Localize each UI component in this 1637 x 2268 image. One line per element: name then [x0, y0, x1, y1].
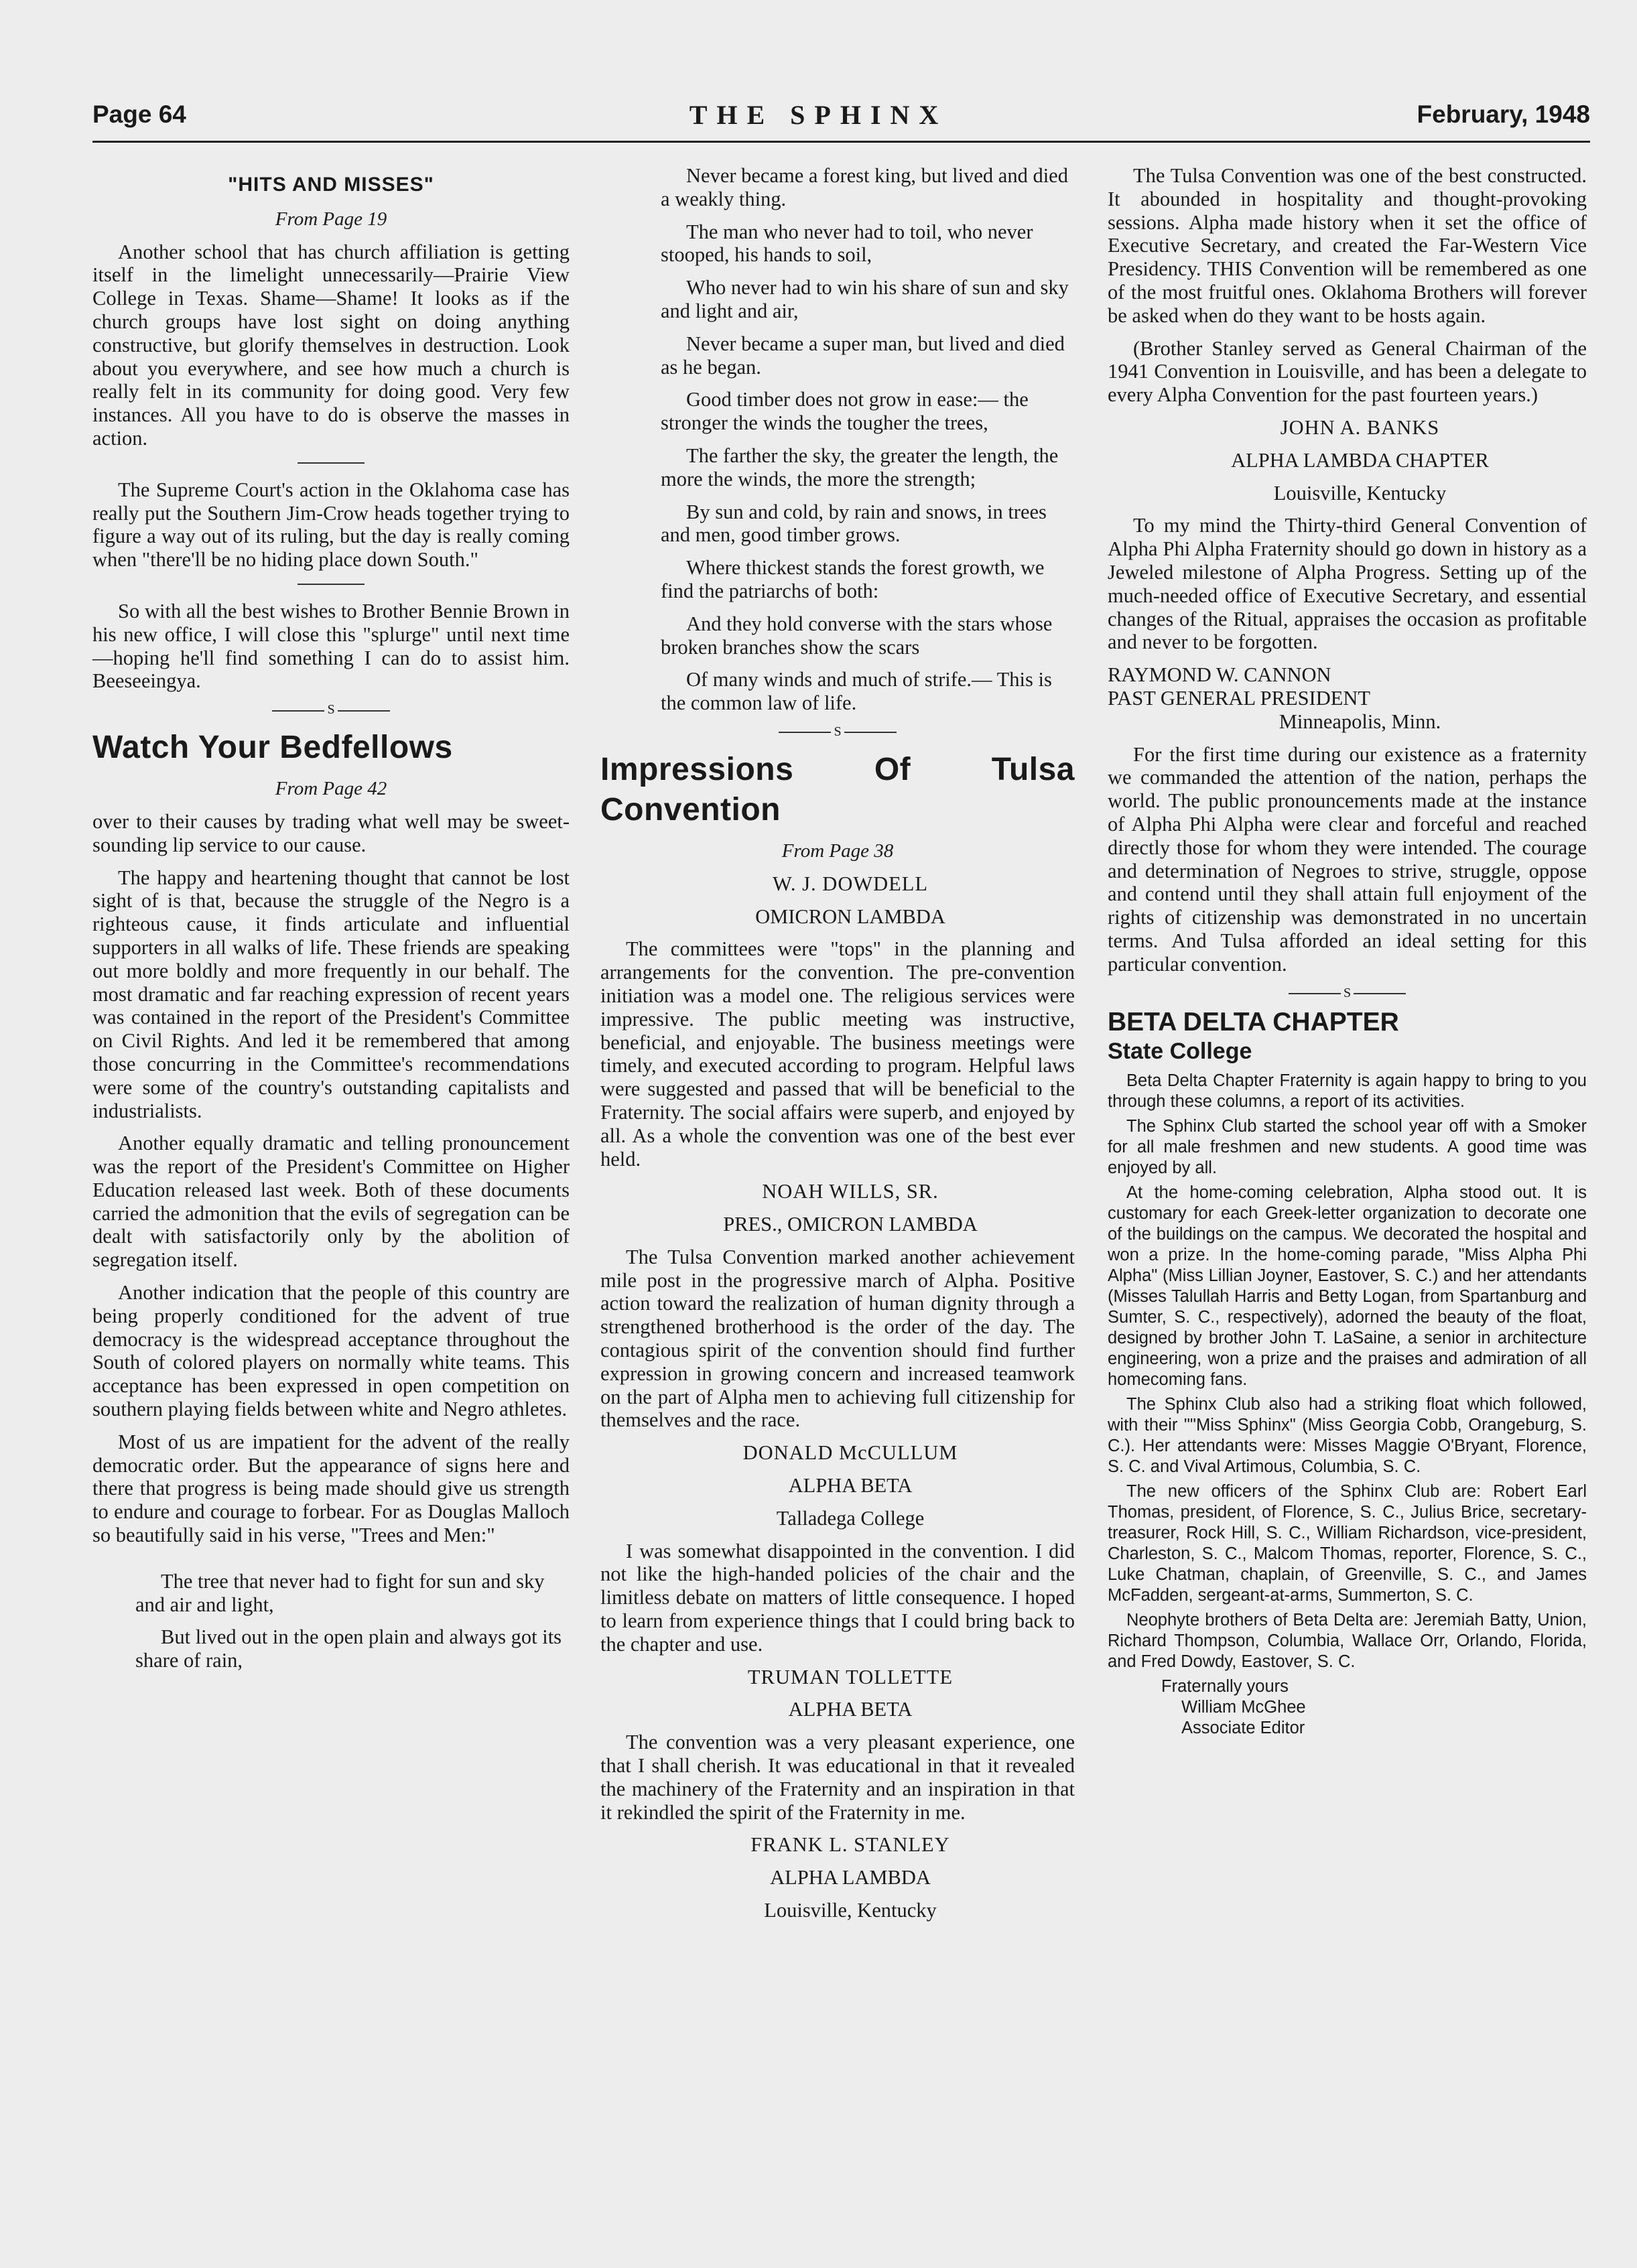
- hits-paragraph: So with all the best wishes to Brother Bennie Brown in his new office, I will close this "splurge" until next time—hoping he'll find something I can do to assist him. Beeseeingya.: [92, 599, 570, 693]
- poem-line: Never became a forest king, but lived and died a weakly thing.: [661, 164, 1068, 210]
- poem-line: And they hold converse with the stars whose broken branches show the scars: [661, 612, 1053, 659]
- contributor-chapter: PRES., OMICRON LAMBDA: [723, 1213, 978, 1236]
- section-divider: S: [92, 702, 570, 717]
- contributor-location: Louisville, Kentucky: [1273, 481, 1447, 505]
- header-rule: [92, 141, 1590, 143]
- tulsa-from: From Page 38: [781, 840, 894, 862]
- contributor-text: The Tulsa Convention marked another achievement mile post in the progressive march of Alpha. Positive action toward the realization of human dignity through a strengthened brotherhood is the order of the day. The contagious spirit of the convention should find further expression in growing concern and increased teamwork on the part of Alpha men to achieving full citizenship for themselves and the race.: [600, 1245, 1075, 1432]
- contributor-name: W. J. DOWDELL: [772, 872, 929, 895]
- beta-delta-title: BETA DELTA CHAPTER: [1108, 1007, 1399, 1037]
- contributor-name: JOHN A. BANKS: [1280, 415, 1440, 439]
- contributor-chapter: OMICRON LAMBDA: [755, 905, 945, 928]
- contributor-text: The Tulsa Convention was one of the best constructed. It abounded in hospitality and thought-provoking sessions. Alpha made history when it set the office of Executive Secretary, and created the Far-Western Vice Presidency. THIS Convention will be remembered as one of the most fruitful ones. Oklahoma Brothers will forever be asked when do they want to be hosts again.: [1108, 164, 1587, 327]
- poem-line: Never became a super man, but lived and died as he began.: [661, 332, 1065, 379]
- column-2: [600, 164, 1075, 1932]
- contributor-text: I was somewhat disappointed in the convention. I did not like the high-handed policies of the chair and the limitless debate on matters of little consequence. I hoped to learn from experience things that I could bring back to the chapter and use.: [600, 1539, 1075, 1656]
- contributor-text: To my mind the Thirty-third General Convention of Alpha Phi Alpha Fraternity should go down in history as a Jeweled milestone of Alpha Progress. Setting up of the much-needed office of Executive Secretary, and essential changes of the Ritual, appraises the occasion as profitable and never to be forgotten.: [1108, 514, 1587, 654]
- signature-name: William McGhee: [1181, 1697, 1306, 1717]
- contributor-chapter: ALPHA BETA: [788, 1474, 913, 1497]
- contributor-location: Talladega College: [776, 1506, 925, 1530]
- hits-from: From Page 19: [275, 208, 387, 230]
- bedfellows-paragraph: Most of us are impatient for the advent of the really democratic order. But the appearance of signs here and there that progress is being made should give us strength to endure and courage to forbear. For as Douglas Malloch so beautifully said in his verse, "Trees and Men:": [92, 1430, 570, 1547]
- report-paragraph: The Sphinx Club also had a striking float which followed, with their ""Miss Sphinx" (Miss Georgia Cobb, Orangeburg, S. C.). Her attendants were: Misses Maggie O'Bryant, Florence, S. C. and Vival Artimous, Columbia, S. C.: [1108, 1394, 1587, 1476]
- section-divider: S: [1108, 986, 1587, 1000]
- issue-date: February, 1948: [1417, 101, 1590, 128]
- contributor-text: The convention was a very pleasant experience, one that I shall cherish. It was educational in that it revealed the machinery of the Fraternity and an inspiration in that it rekindled the spirit of the Fraternity in me.: [600, 1731, 1075, 1824]
- bedfellows-paragraph: over to their causes by trading what well may be sweet-sounding lip service to our cause.: [92, 809, 570, 856]
- contributor-text: The committees were "tops" in the planning and arrangements for the convention. The pre-convention initiation was a model one. The religious services were impressive. The public meeting was instructive, beneficial, and enjoyable. The business meetings were timely, and executed according to program. Helpful laws were suggested and passed that will be beneficial to the Fraternity. The social affairs were superb, and enjoyed by all. As a whole the convention was one of the best ever held.: [600, 937, 1075, 1171]
- bedfellows-paragraph: Another indication that the people of this country are being properly conditioned for the advent of true democracy is the widespread acceptance throughout the South of colored players on normally white teams. This acceptance has been expressed in open competition on southern playing fields between white and Negro athletes.: [92, 1281, 570, 1421]
- report-paragraph: The new officers of the Sphinx Club are: Robert Earl Thomas, president, of Florence, S. C., Julius Brice, secretary-treasurer, Rock Hill, S. C., William Richardson, vice-president, Charleston, S. C., Malcom Thomas, reporter, Florence, S. C., Luke Chatman, chaplain, of Greenville, S. C., and James McFadden, sergeant-at-arms, Summerton, S. C.: [1108, 1481, 1587, 1605]
- bedfellows-paragraph: Another equally dramatic and telling pronouncement was the report of the President's Committee on Higher Education released last week. Both of these documents carried the admonition that the evils of segregation can be dealt with satisfactorily only by the abolition of segregation itself.: [92, 1132, 570, 1272]
- poem-line: The farther the sky, the greater the length, the more the winds, the more the strength;: [661, 444, 1059, 490]
- contributor-text: For the first time during our existence as a fraternity we commanded the attention of the nation, perhaps the world. The public pronouncements made at the instance of Alpha Phi Alpha were clear and forceful and reached directly those for whom they were intended. The courage and determination of Negroes to strive, struggle, oppose and contend until they shall attain full enjoyment of the rights of citizenship was demonstrated in no uncertain terms. And Tulsa afforded an ideal setting for this particular convention.: [1108, 742, 1587, 976]
- signature-title: Associate Editor: [1181, 1718, 1305, 1737]
- poem-line: Where thickest stands the forest growth, we find the patriarchs of both:: [661, 556, 1045, 602]
- divider-rule: [298, 584, 365, 585]
- divider-rule: [298, 462, 365, 464]
- contributor-location: Minneapolis, Minn.: [1279, 710, 1441, 733]
- contributor-name: NOAH WILLS, SR.: [762, 1180, 939, 1203]
- bedfellows-from: From Page 42: [275, 778, 387, 800]
- contributor-location: Louisville, Kentucky: [764, 1899, 937, 1922]
- poem-line: The tree that never had to fight for sun and sky and air and light,: [135, 1569, 545, 1616]
- bedfellows-paragraph: The happy and heartening thought that cannot be lost sight of is that, because the struggle of the Negro is a righteous cause, it finds articulate and influential supporters in all walks of life. These friends are speaking out more boldly and more frequently in our behalf. The most dramatic and far reaching expression of recent years was contained in the report of the President's Committee on Civil Rights. And led it be remembered that among those concurring in the Committee's recommendations were some of the country's outstanding capitalists and industrialists.: [92, 866, 570, 1122]
- poem-line: Good timber does not grow in ease:— the stronger the winds the tougher the trees,: [661, 388, 1029, 435]
- contributor-note: (Brother Stanley served as General Chairman of the 1941 Convention in Louisville, and has been a delegate to every Alpha Convention for the past fourteen years.): [1108, 336, 1587, 407]
- closing: Fraternally yours: [1161, 1676, 1289, 1696]
- contributor-chapter: ALPHA LAMBDA CHAPTER: [1231, 448, 1489, 472]
- contributor-chapter: ALPHA BETA: [788, 1698, 913, 1721]
- hits-paragraph: The Supreme Court's action in the Oklahoma case has really put the Southern Jim-Crow heads together trying to figure a way out of its ruling, but the day is really coming when "there'll be no hiding place down South.": [92, 478, 570, 572]
- poem-line: Of many winds and much of strife.— This is the common law of life.: [661, 668, 1052, 715]
- contributor-title: PAST GENERAL PRESIDENT: [1108, 686, 1371, 710]
- hits-paragraph: Another school that has church affiliation is getting itself in the limelight unnecessarily—Prairie View College in Texas. Shame—Shame! It looks as if the church groups have lost sight on doing anything constructive, but glorify themselves in destruction. Look about you everywhere, and see how much a church is really felt in its community for doing good. Very few instances. All you have to do is observe the masses in action.: [92, 240, 570, 450]
- poem-line: The man who never had to toil, who never stooped, his hands to soil,: [661, 220, 1033, 267]
- contributor-name: RAYMOND W. CANNON: [1108, 663, 1331, 687]
- column-1: [92, 164, 570, 1682]
- page-number: Page 64: [92, 101, 186, 128]
- poem-line: But lived out in the open plain and always got its share of rain,: [135, 1625, 562, 1672]
- contributor-chapter: ALPHA LAMBDA: [770, 1866, 931, 1889]
- tulsa-title: Impressions Of Tulsa Convention: [600, 751, 1075, 827]
- contributor-name: TRUMAN TOLLETTE: [747, 1665, 954, 1688]
- report-paragraph: The Sphinx Club started the school year off with a Smoker for all male freshmen and new students. A good time was enjoyed by all.: [1108, 1116, 1587, 1177]
- publication-title: THE SPHINX: [689, 100, 948, 130]
- poem-line: By sun and cold, by rain and snows, in trees and men, good timber grows.: [661, 500, 1047, 547]
- contributor-name: FRANK L. STANLEY: [750, 1833, 950, 1857]
- report-paragraph: Neophyte brothers of Beta Delta are: Jeremiah Batty, Union, Richard Thompson, Columbia, Wallace Orr, Orlando, Florida, and Fred Dowdy, Eastover, S. C.: [1108, 1610, 1587, 1671]
- report-paragraph: Beta Delta Chapter Fraternity is again happy to bring to you through these columns, a report of its activities.: [1108, 1071, 1587, 1111]
- report-paragraph: At the home-coming celebration, Alpha stood out. It is customary for each Greek-letter organization to decorate one of the buildings on the campus. We decorated the hospital and won a prize. In the home-coming parade, "Miss Alpha Phi Alpha" (Miss Lillian Joyner, Eastover, S. C.) and her attendants (Misses Talullah Harris and Betty Logan, from Spartanburg and Sumter, S. C., respectively), adorned the beauty of the float, designed by brother John T. LaSaine, a senior in architecture engineering, won a prize and the praises and admiration of all homecoming fans.: [1108, 1183, 1587, 1389]
- contributor-name: DONALD McCULLUM: [742, 1441, 958, 1465]
- poem-line: Who never had to win his share of sun and sky and light and air,: [661, 276, 1069, 322]
- beta-delta-report: [1108, 1071, 1587, 1739]
- section-divider: S: [600, 724, 1075, 739]
- bedfellows-title: Watch Your Bedfellows: [92, 730, 453, 766]
- column-3: [1108, 164, 1587, 1739]
- beta-delta-subtitle: State College: [1108, 1038, 1252, 1064]
- hits-title: "HITS AND MISSES": [228, 174, 434, 196]
